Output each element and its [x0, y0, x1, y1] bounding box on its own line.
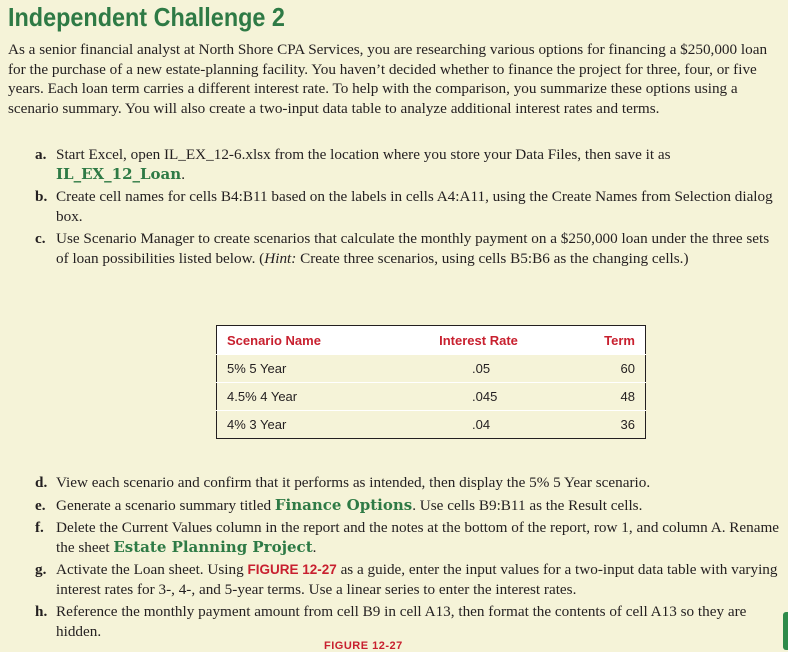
figure-reference: FIGURE 12-27	[247, 562, 337, 577]
step-e	[35, 496, 780, 516]
step-letter: a.	[35, 146, 47, 163]
step-c	[35, 229, 780, 268]
header-interest-rate: Interest Rate	[392, 326, 565, 355]
step-a	[35, 145, 780, 184]
step-text: Start Excel, open IL_EX_12-6.xlsx from the location where you store your Data Files, then save it as	[56, 146, 671, 163]
step-text: Activate the Loan sheet. Using	[56, 561, 248, 578]
step-letter: h.	[35, 603, 48, 620]
step-text-cont: .	[312, 538, 317, 556]
step-letter: f.	[35, 519, 44, 536]
table-row	[217, 411, 646, 439]
term-cell: 60	[565, 355, 646, 383]
step-text-cont: Create three scenarios, using cells B5:B6 as the changing cells.)	[296, 249, 689, 267]
step-text: Delete the Current Values column in the report and the notes at the bottom of the report, row 1, and column A. Rename the sheet	[56, 519, 780, 556]
term-cell: 48	[565, 383, 646, 411]
side-tab-marker	[783, 612, 788, 650]
step-letter: d.	[35, 474, 48, 491]
step-h	[35, 602, 780, 641]
step-letter: e.	[35, 496, 46, 514]
figure-caption: FIGURE 12-27	[324, 640, 403, 652]
step-f	[35, 518, 780, 557]
table-row	[217, 383, 646, 411]
header-scenario-name: Scenario Name	[217, 326, 393, 355]
steps-list-top	[35, 145, 780, 271]
step-letter: g.	[35, 561, 47, 578]
keyword-estate-planning-project: Estate Planning Project	[113, 537, 313, 556]
step-g	[35, 560, 780, 599]
header-term: Term	[565, 326, 646, 355]
keyword-finance-options: Finance Options	[274, 495, 413, 514]
step-text-cont: . Use cells B9:B11 as the Result cells.	[412, 496, 643, 514]
scenario-table	[216, 325, 646, 439]
steps-list-bottom	[35, 473, 780, 644]
intro-paragraph: As a senior financial analyst at North Shore CPA Services, you are researching various options for financing a $250,000 loan for the purchase of a new estate-planning facility. You haven’t decided whether to finance the project for three, four, or five years. Each loan term carries a different interest rate. To help with the comparison, you summarize these options using a scenario summary. You will also create a two-input data table to analyze additional interest rates and terms.	[8, 41, 768, 117]
filename-keyword: IL_EX_12_Loan	[56, 164, 182, 183]
step-text: View each scenario and confirm that it performs as intended, then display the 5% 5 Year scenario.	[56, 474, 651, 491]
scenario-name-cell: 4% 3 Year	[217, 411, 393, 439]
step-text: Create cell names for cells B4:B11 based on the labels in cells A4:A11, using the Create Names from Selection dialog box.	[56, 188, 773, 225]
scenario-name-cell: 4.5% 4 Year	[217, 383, 393, 411]
step-letter: c.	[35, 230, 46, 247]
step-text-cont: as a guide, enter the input values for a two-input data table with varying interest rates for 3-, 4-, and 5-year terms. Use a linear series to enter the interest rates.	[56, 561, 778, 598]
step-text: Use Scenario Manager to create scenarios that calculate the monthly payment on a $250,000 loan under the three sets of loan possibilities listed below. (	[56, 230, 770, 267]
step-text-end: .	[181, 165, 185, 183]
step-text: Generate a scenario summary titled	[56, 496, 275, 514]
step-text: Reference the monthly payment amount from cell B9 in cell A13, then format the contents of cell A13 so they are hidden.	[56, 603, 747, 640]
term-cell: 36	[565, 411, 646, 439]
step-d	[35, 473, 780, 493]
interest-rate-cell: .04	[392, 411, 565, 439]
table-row	[217, 355, 646, 383]
interest-rate-cell: .045	[392, 383, 565, 411]
step-letter: b.	[35, 188, 48, 205]
step-b	[35, 187, 780, 226]
scenario-name-cell: 5% 5 Year	[217, 355, 393, 383]
interest-rate-cell: .05	[392, 355, 565, 383]
page-title: Independent Challenge 2	[8, 2, 285, 32]
scenario-table-header	[217, 326, 646, 355]
hint-label: Hint:	[264, 249, 297, 267]
